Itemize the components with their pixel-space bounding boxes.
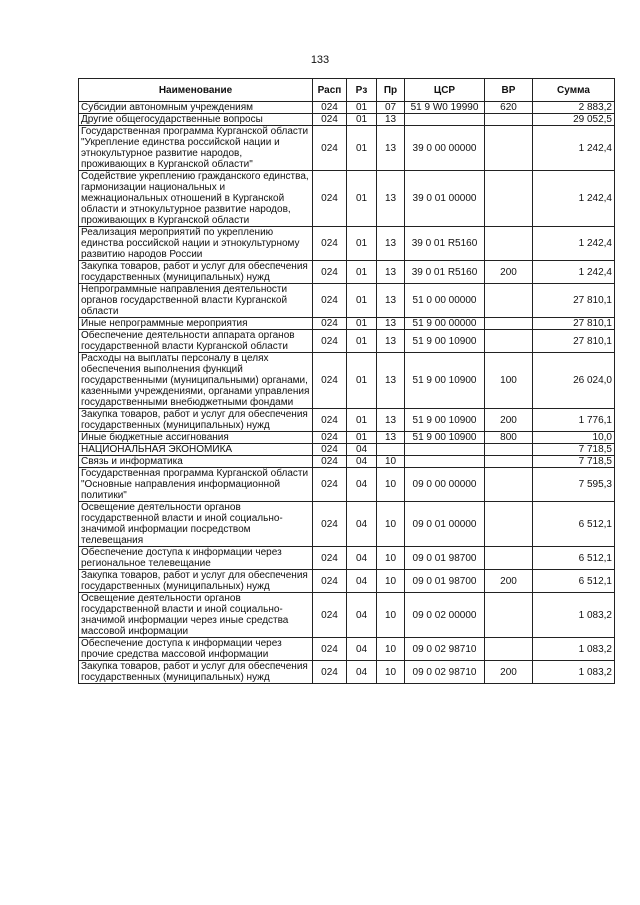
row-rz: 01	[347, 102, 377, 114]
table-row	[79, 593, 615, 638]
row-rasp: 024	[313, 409, 347, 432]
table-row	[79, 444, 615, 456]
row-csr: 51 9 00 10900	[405, 432, 485, 444]
row-sum: 29 052,5	[533, 114, 615, 126]
row-rasp: 024	[313, 432, 347, 444]
row-pr: 13	[377, 171, 405, 227]
row-name: Государственная программа Курганской области "Основные направления информационной политики"	[79, 468, 313, 502]
table-row	[79, 409, 615, 432]
column-header-pr: Пр	[377, 79, 405, 102]
table-row	[79, 102, 615, 114]
row-pr: 10	[377, 547, 405, 570]
row-name: Иные бюджетные ассигнования	[79, 432, 313, 444]
row-pr: 10	[377, 638, 405, 661]
row-csr: 51 0 00 00000	[405, 284, 485, 318]
row-rz: 04	[347, 502, 377, 547]
row-rz: 01	[347, 432, 377, 444]
row-rz: 04	[347, 570, 377, 593]
row-name: Закупка товаров, работ и услуг для обеспечения государственных (муниципальных) нужд	[79, 261, 313, 284]
row-name: Расходы на выплаты персоналу в целях обеспечения выполнения функций государственными (муниципальными) органами, казенными учреждениями, органами управления государственными внебюджетными фондами	[79, 353, 313, 409]
row-csr: 09 0 00 00000	[405, 468, 485, 502]
row-vr: 100	[485, 353, 533, 409]
row-pr: 13	[377, 330, 405, 353]
row-rz: 04	[347, 468, 377, 502]
row-sum: 1 242,4	[533, 227, 615, 261]
row-sum: 1 083,2	[533, 593, 615, 638]
row-vr	[485, 456, 533, 468]
row-rasp: 024	[313, 593, 347, 638]
row-rasp: 024	[313, 661, 347, 684]
row-pr: 13	[377, 353, 405, 409]
row-vr	[485, 593, 533, 638]
column-header-vr: ВР	[485, 79, 533, 102]
row-vr	[485, 330, 533, 353]
row-pr: 10	[377, 456, 405, 468]
row-csr: 39 0 01 R5160	[405, 227, 485, 261]
table-row	[79, 126, 615, 171]
row-sum: 6 512,1	[533, 547, 615, 570]
row-rasp: 024	[313, 468, 347, 502]
table-row	[79, 547, 615, 570]
row-sum: 1 083,2	[533, 638, 615, 661]
row-rasp: 024	[313, 570, 347, 593]
row-csr: 39 0 00 00000	[405, 126, 485, 171]
row-rz: 01	[347, 126, 377, 171]
row-pr: 13	[377, 409, 405, 432]
row-pr: 13	[377, 227, 405, 261]
row-name: Иные непрограммные мероприятия	[79, 318, 313, 330]
row-csr: 51 9 00 10900	[405, 409, 485, 432]
row-vr	[485, 638, 533, 661]
row-csr: 09 0 02 98710	[405, 638, 485, 661]
row-vr: 800	[485, 432, 533, 444]
row-sum: 2 883,2	[533, 102, 615, 114]
column-header-csr: ЦСР	[405, 79, 485, 102]
row-sum: 27 810,1	[533, 284, 615, 318]
row-sum: 26 024,0	[533, 353, 615, 409]
row-rasp: 024	[313, 456, 347, 468]
row-name: Освещение деятельности органов государственной власти и иной социально-значимой информации через иные средства массовой информации	[79, 593, 313, 638]
row-pr: 13	[377, 126, 405, 171]
table-row	[79, 318, 615, 330]
row-vr	[485, 547, 533, 570]
row-sum: 27 810,1	[533, 318, 615, 330]
row-vr	[485, 318, 533, 330]
row-name: Обеспечение доступа к информации через региональное телевещание	[79, 547, 313, 570]
budget-table	[78, 78, 615, 684]
row-name: Обеспечение доступа к информации через прочие средства массовой информации	[79, 638, 313, 661]
row-pr: 13	[377, 261, 405, 284]
table-row	[79, 261, 615, 284]
row-pr: 13	[377, 432, 405, 444]
column-header-rasp: Расп	[313, 79, 347, 102]
table-row	[79, 330, 615, 353]
row-csr: 39 0 01 R5160	[405, 261, 485, 284]
row-rz: 04	[347, 456, 377, 468]
row-pr: 10	[377, 468, 405, 502]
row-name: Закупка товаров, работ и услуг для обеспечения государственных (муниципальных) нужд	[79, 409, 313, 432]
row-vr: 200	[485, 409, 533, 432]
row-vr: 200	[485, 261, 533, 284]
row-pr	[377, 444, 405, 456]
row-name: Субсидии автономным учреждениям	[79, 102, 313, 114]
column-header-rz: Рз	[347, 79, 377, 102]
row-name: Содействие укреплению гражданского единства, гармонизации национальных и межнациональных отношений в Курганской области и этнокультурное развитие народов, проживающих в Курганской области	[79, 171, 313, 227]
table-row	[79, 284, 615, 318]
row-pr: 13	[377, 114, 405, 126]
table-row	[79, 570, 615, 593]
row-rz: 01	[347, 318, 377, 330]
row-vr: 200	[485, 570, 533, 593]
table-row	[79, 353, 615, 409]
row-vr	[485, 284, 533, 318]
row-rz: 01	[347, 284, 377, 318]
row-name: Связь и информатика	[79, 456, 313, 468]
row-rasp: 024	[313, 330, 347, 353]
table-row	[79, 114, 615, 126]
row-vr	[485, 227, 533, 261]
row-name: Реализация мероприятий по укреплению единства российской нации и этнокультурному развитию народов России	[79, 227, 313, 261]
row-rasp: 024	[313, 114, 347, 126]
row-pr: 10	[377, 661, 405, 684]
row-sum: 7 718,5	[533, 456, 615, 468]
row-name: НАЦИОНАЛЬНАЯ ЭКОНОМИКА	[79, 444, 313, 456]
table-row	[79, 502, 615, 547]
row-rz: 01	[347, 171, 377, 227]
row-name: Другие общегосударственные вопросы	[79, 114, 313, 126]
table-row	[79, 661, 615, 684]
table-row	[79, 638, 615, 661]
row-name: Освещение деятельности органов государственной власти и иной социально-значимой информации посредством телевещания	[79, 502, 313, 547]
row-csr	[405, 456, 485, 468]
row-vr: 200	[485, 661, 533, 684]
row-csr: 09 0 02 98710	[405, 661, 485, 684]
row-vr	[485, 468, 533, 502]
table-row	[79, 468, 615, 502]
row-rz: 01	[347, 330, 377, 353]
row-rz: 01	[347, 409, 377, 432]
row-rz: 04	[347, 547, 377, 570]
row-sum: 6 512,1	[533, 502, 615, 547]
row-rasp: 024	[313, 171, 347, 227]
row-rasp: 024	[313, 284, 347, 318]
row-rz: 04	[347, 661, 377, 684]
row-rasp: 024	[313, 638, 347, 661]
row-sum: 7 595,3	[533, 468, 615, 502]
table-row	[79, 432, 615, 444]
row-csr: 51 9 W0 19990	[405, 102, 485, 114]
column-header-name: Наименование	[79, 79, 313, 102]
row-csr: 51 9 00 00000	[405, 318, 485, 330]
row-rz: 01	[347, 227, 377, 261]
row-sum: 1 242,4	[533, 261, 615, 284]
row-rz: 04	[347, 444, 377, 456]
table-row	[79, 171, 615, 227]
table-body	[79, 102, 615, 684]
row-vr	[485, 444, 533, 456]
row-pr: 10	[377, 593, 405, 638]
row-rz: 04	[347, 638, 377, 661]
row-pr: 07	[377, 102, 405, 114]
row-rz: 01	[347, 353, 377, 409]
row-csr: 09 0 01 00000	[405, 502, 485, 547]
row-sum: 1 083,2	[533, 661, 615, 684]
row-pr: 13	[377, 318, 405, 330]
row-pr: 13	[377, 284, 405, 318]
row-name: Государственная программа Курганской области "Укрепление единства российской нации и этнокультурное развитие народов, проживающих в Курганской области"	[79, 126, 313, 171]
row-sum: 1 776,1	[533, 409, 615, 432]
page-number: 133	[310, 54, 330, 66]
row-vr: 620	[485, 102, 533, 114]
row-rasp: 024	[313, 261, 347, 284]
row-vr	[485, 502, 533, 547]
row-sum: 10,0	[533, 432, 615, 444]
row-rasp: 024	[313, 444, 347, 456]
row-rasp: 024	[313, 227, 347, 261]
row-csr: 51 9 00 10900	[405, 330, 485, 353]
row-rasp: 024	[313, 547, 347, 570]
row-rasp: 024	[313, 353, 347, 409]
row-csr	[405, 114, 485, 126]
row-rz: 01	[347, 114, 377, 126]
row-vr	[485, 114, 533, 126]
row-csr: 09 0 01 98700	[405, 570, 485, 593]
row-vr	[485, 126, 533, 171]
row-pr: 10	[377, 570, 405, 593]
row-rasp: 024	[313, 102, 347, 114]
table-row	[79, 456, 615, 468]
row-sum: 7 718,5	[533, 444, 615, 456]
row-sum: 1 242,4	[533, 171, 615, 227]
row-sum: 1 242,4	[533, 126, 615, 171]
column-header-sum: Сумма	[533, 79, 615, 102]
row-name: Закупка товаров, работ и услуг для обеспечения государственных (муниципальных) нужд	[79, 661, 313, 684]
row-rasp: 024	[313, 502, 347, 547]
row-csr: 09 0 01 98700	[405, 547, 485, 570]
row-csr: 09 0 02 00000	[405, 593, 485, 638]
row-csr: 51 9 00 10900	[405, 353, 485, 409]
row-pr: 10	[377, 502, 405, 547]
row-csr: 39 0 01 00000	[405, 171, 485, 227]
row-name: Обеспечение деятельности аппарата органов государственной власти Курганской области	[79, 330, 313, 353]
row-rz: 01	[347, 261, 377, 284]
row-rasp: 024	[313, 318, 347, 330]
row-rz: 04	[347, 593, 377, 638]
row-sum: 27 810,1	[533, 330, 615, 353]
row-csr	[405, 444, 485, 456]
row-sum: 6 512,1	[533, 570, 615, 593]
row-name: Непрограммные направления деятельности органов государственной власти Курганской области	[79, 284, 313, 318]
table-header-row	[79, 79, 615, 102]
row-name: Закупка товаров, работ и услуг для обеспечения государственных (муниципальных) нужд	[79, 570, 313, 593]
row-vr	[485, 171, 533, 227]
table-row	[79, 227, 615, 261]
row-rasp: 024	[313, 126, 347, 171]
